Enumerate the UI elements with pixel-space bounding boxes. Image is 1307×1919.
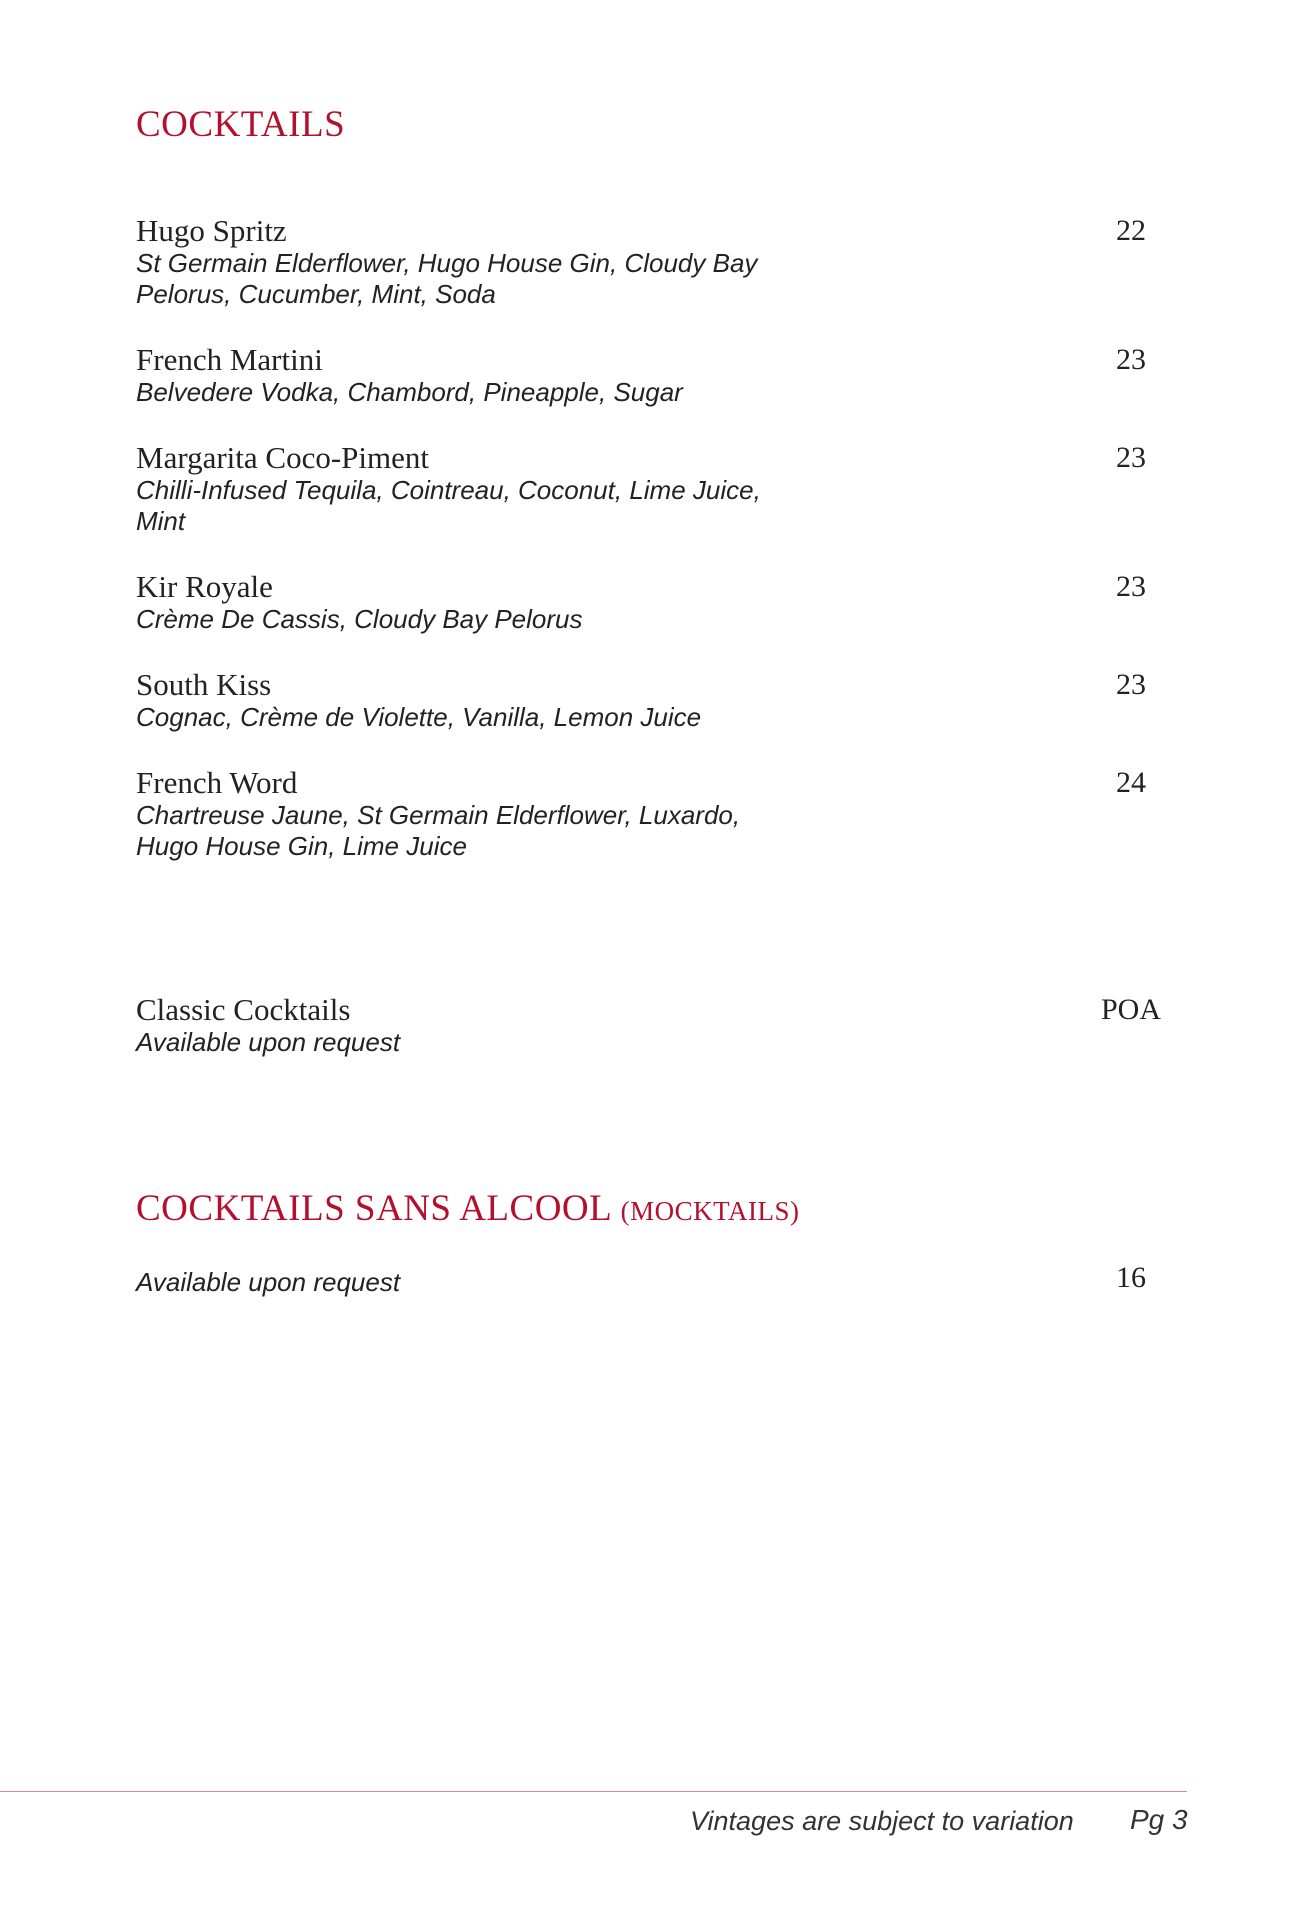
menu-item-south-kiss (136, 668, 1176, 733)
item-description: Crème De Cassis, Cloudy Bay Pelorus (136, 604, 583, 634)
item-description: Cognac, Crème de Violette, Vanilla, Lemon Juice (136, 702, 702, 732)
page-number: Pg 3 (1130, 1804, 1188, 1835)
item-price: 16 (1116, 1261, 1146, 1294)
menu-item-french-martini (136, 343, 1176, 408)
item-description: Belvedere Vodka, Chambord, Pineapple, Sugar (136, 377, 683, 407)
item-price: 23 (1116, 441, 1146, 474)
item-description: Hugo House Gin, Lime Juice (136, 831, 467, 861)
item-description: St Germain Elderflower, Hugo House Gin, Cloudy Bay (136, 248, 758, 278)
menu-item-hugo-spritz (136, 214, 1176, 310)
item-description: Chartreuse Jaune, St Germain Elderflower, Luxardo, (136, 800, 741, 830)
item-name: Margarita Coco-Piment (136, 440, 430, 475)
footer-divider (0, 1791, 1187, 1792)
item-price: 23 (1116, 343, 1146, 376)
menu-item-mocktails (136, 1261, 1176, 1298)
mocktails-subtitle: (MOCKTAILS) (620, 1196, 800, 1226)
item-price: 23 (1116, 570, 1146, 603)
item-name: South Kiss (136, 667, 272, 702)
item-description: Pelorus, Cucumber, Mint, Soda (136, 279, 496, 309)
cocktails-heading: COCKTAILS (136, 104, 346, 145)
item-description: Available upon request (136, 1267, 401, 1297)
menu-item-classic-cocktails (136, 993, 1176, 1058)
item-description: Available upon request (136, 1027, 401, 1057)
item-name: French Martini (136, 342, 323, 377)
footer-note: Vintages are subject to variation (690, 1806, 1074, 1836)
item-description: Chilli-Infused Tequila, Cointreau, Coconut, Lime Juice, (136, 475, 761, 505)
item-description: Mint (136, 506, 186, 536)
mocktails-title: COCKTAILS SANS ALCOOL (136, 1188, 611, 1229)
item-name: Classic Cocktails (136, 992, 351, 1027)
menu-item-margarita-coco-piment (136, 441, 1176, 537)
menu-item-kir-royale (136, 570, 1176, 635)
item-price: POA (1100, 993, 1161, 1026)
item-price: 23 (1116, 668, 1146, 701)
mocktails-heading (136, 1190, 799, 1227)
item-name: Kir Royale (136, 569, 273, 604)
menu-item-french-word (136, 766, 1176, 862)
item-price: 22 (1116, 214, 1146, 247)
item-name: Hugo Spritz (136, 213, 287, 248)
item-name: French Word (136, 765, 298, 800)
item-price: 24 (1116, 766, 1146, 799)
